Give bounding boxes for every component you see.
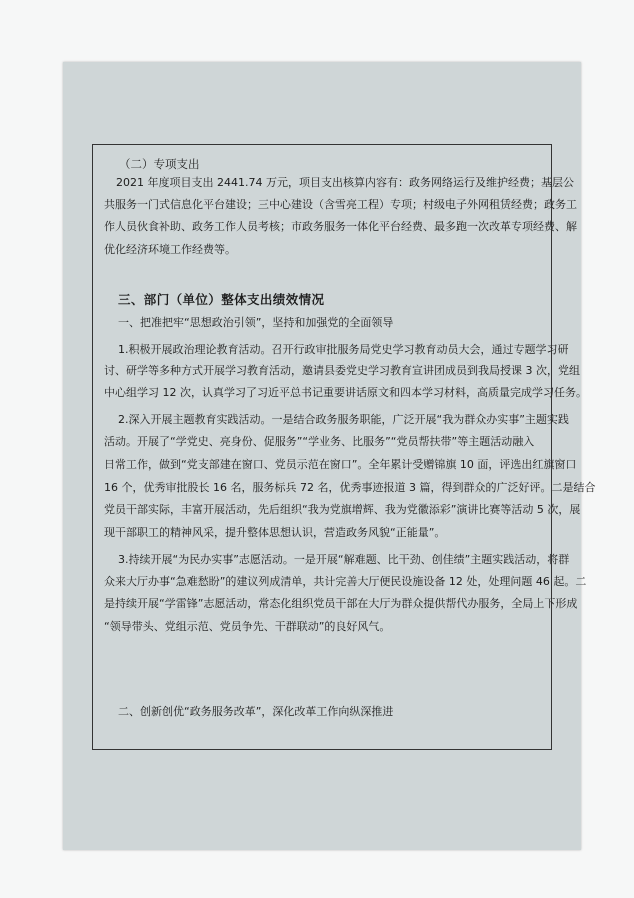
item-3-line: 是持续开展“学雷锋”志愿活动，常态化组织党员干部在大厅为群众提供帮代办服务，全局上下形成 — [104, 597, 578, 610]
item-3-line: 众来大厅办事“急难愁盼”的建议列成清单，共计完善大厅便民设施设备 12 处，处理问题 46 起。二 — [104, 575, 587, 588]
special-para-line: 作人员伙食补助、政务工作人员考核；市政务服务一体化平台经费、最多跑一次改革专项经费、解 — [104, 220, 577, 233]
item-2-line: 2.深入开展主题教育实践活动。一是结合政务服务职能，广泛开展“我为群众办实事”主题实践 — [118, 413, 569, 426]
special-para-line: 2021 年度项目支出 2441.74 万元，项目支出核算内容有：政务网络运行及维护经费；基层公 — [116, 176, 574, 189]
item-2-line: 日常工作，做到“党支部建在窗口、党员示范在窗口”。全年累计受赠锦旗 10 面，评选出红旗窗口 — [104, 458, 577, 471]
special-para-line: 优化经济环境工作经费等。 — [104, 243, 236, 256]
item-3-line: 3.持续开展“为民办实事”志愿活动。一是开展“解难题、比干劲、创佳绩”主题实践活动，将群 — [118, 553, 570, 566]
special-expenditure-heading: （二）专项支出 — [119, 157, 200, 171]
item-1-line: 1.积极开展政治理论教育活动。召开行政审批服务局党史学习教育动员大会，通过专题学习研 — [118, 343, 569, 356]
item-2-line: 党员干部实际，丰富开展活动，先后组织“我为党旗增辉、我为党徽添彩”演讲比赛等活动 5 次，展 — [104, 503, 581, 516]
subsection-2-heading: 二、创新创优“政务服务改革”，深化改革工作向纵深推进 — [118, 705, 394, 718]
item-2-line: 活动。开展了“学党史、亮身份、促服务”“学业务、比服务”“党员帮扶带”等主题活动融入 — [104, 435, 535, 448]
section-3-heading: 三、部门（单位）整体支出绩效情况 — [118, 292, 325, 307]
item-2-line: 现干部职工的精神风采，提升整体思想认识，营造政务风貌“正能量”。 — [104, 526, 446, 539]
item-3-line: “领导带头、党组示范、党员争先、干群联动”的良好风气。 — [104, 620, 391, 633]
subsection-1-heading: 一、把准把牢“思想政治引领”，坚持和加强党的全面领导 — [118, 316, 394, 329]
item-1-line: 中心组学习 12 次，认真学习了习近平总书记重要讲话原文和四本学习材料，高质量完成学习任务。 — [104, 386, 587, 399]
item-2-line: 16 个，优秀审批股长 16 名，服务标兵 72 名，优秀事迹报道 3 篇，得到群众的广泛好评。二是结合 — [104, 481, 596, 494]
item-1-line: 讨、研学等多种方式开展学习教育活动，邀请县委党史学习教育宣讲团成员到我局授课 3 次，党组 — [104, 364, 580, 377]
special-para-line: 共服务一门式信息化平台建设；三中心建设（含雪亮工程）专项；村级电子外网租赁经费；政务工 — [104, 198, 577, 211]
